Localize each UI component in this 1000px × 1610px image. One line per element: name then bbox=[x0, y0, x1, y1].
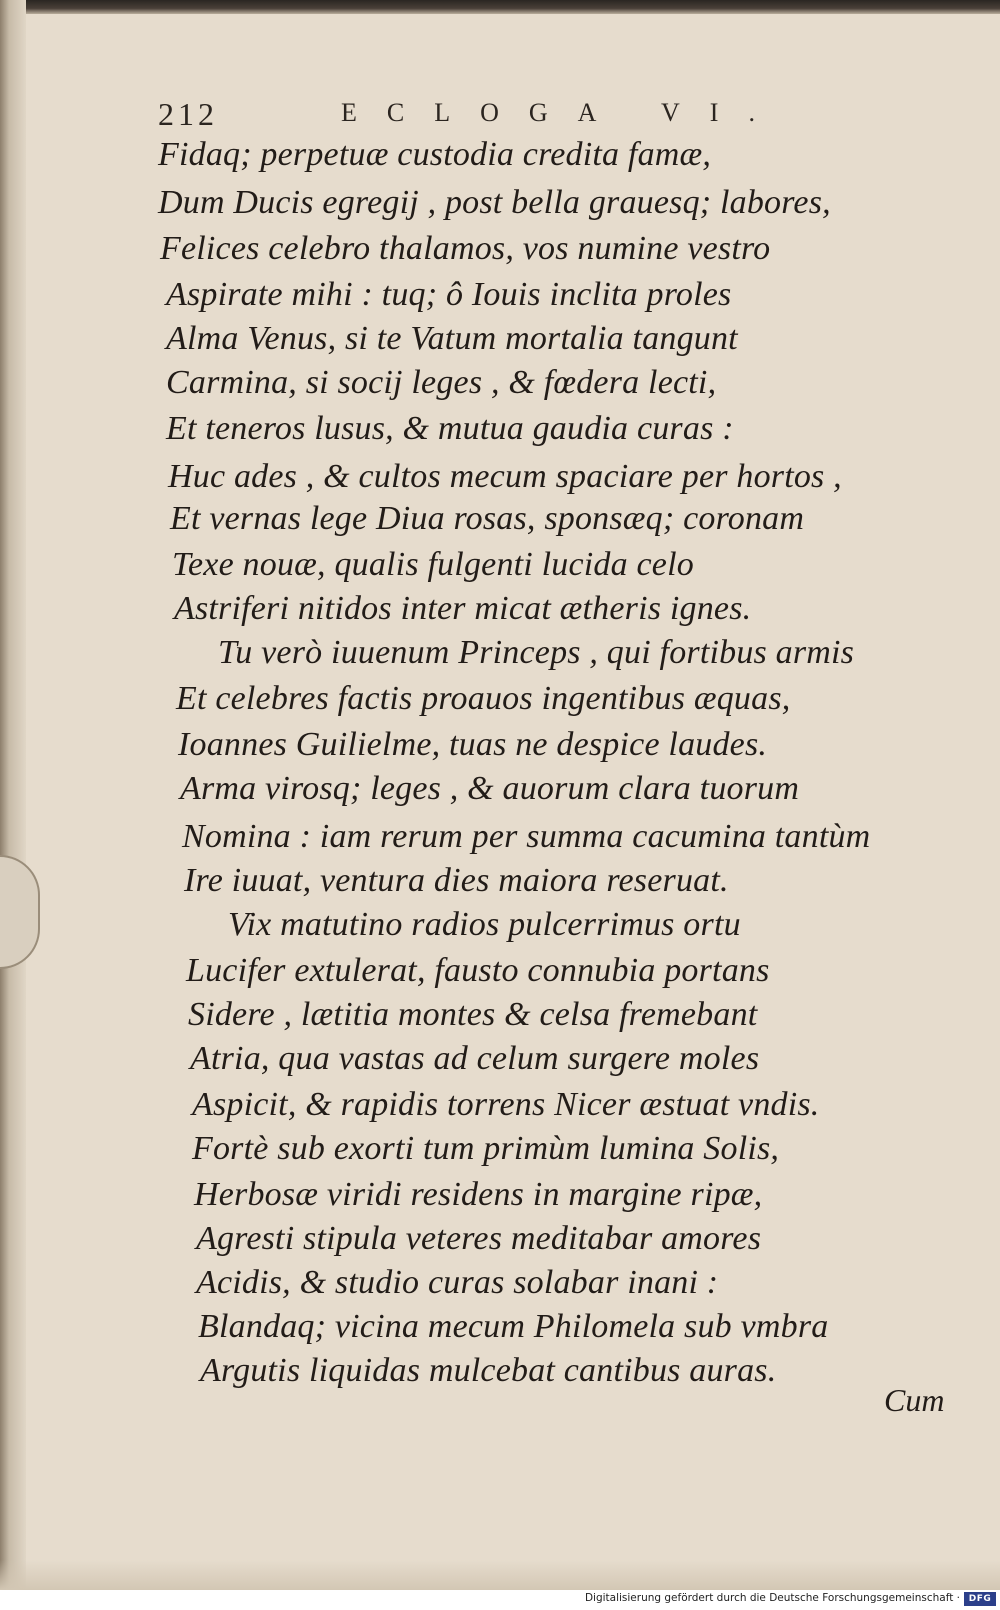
verse-line: Alma Venus, si te Vatum mortalia tangunt bbox=[166, 320, 738, 357]
page-top-edge bbox=[0, 0, 1000, 14]
verse-line: Vix matutino radios pulcerrimus ortu bbox=[228, 906, 741, 943]
verse-line: Ire iuuat, ventura dies maiora reseruat. bbox=[184, 862, 729, 899]
verse-line: Huc ades , & cultos mecum spaciare per hortos , bbox=[168, 458, 842, 495]
verse-line: Agresti stipula veteres meditabar amores bbox=[196, 1220, 762, 1257]
running-head bbox=[158, 96, 798, 136]
catchword: Cum bbox=[884, 1382, 945, 1418]
verse-line: Fidaq; perpetuæ custodia credita famæ, bbox=[158, 136, 712, 173]
verse-line: Aspirate mihi : tuq; ô Iouis inclita proles bbox=[166, 276, 732, 313]
verse-line: Atria, qua vastas ad celum surgere moles bbox=[190, 1040, 760, 1077]
digitization-footer bbox=[0, 1590, 1000, 1610]
verse-line: Arma virosq; leges , & auorum clara tuorum bbox=[180, 770, 800, 807]
verse-line: Texe nouæ, qualis fulgenti lucida celo bbox=[172, 546, 694, 583]
verse-line: Carmina, si socij leges , & fœdera lecti, bbox=[166, 364, 717, 401]
binding-clasp bbox=[0, 855, 40, 969]
verse-line: Argutis liquidas mulcebat cantibus auras. bbox=[200, 1352, 777, 1389]
verse-line: Nomina : iam rerum per summa cacumina tantùm bbox=[182, 818, 871, 855]
verse-line: Ioannes Guilielme, tuas ne despice laudes. bbox=[178, 726, 768, 763]
verse-line: Lucifer extulerat, fausto connubia portans bbox=[186, 952, 770, 989]
verse-line: Et teneros lusus, & mutua gaudia curas : bbox=[166, 410, 734, 447]
binding-gutter bbox=[0, 0, 26, 1590]
verse-line: Felices celebro thalamos, vos numine vestro bbox=[160, 230, 771, 267]
running-title: ECLOGA VI. bbox=[341, 98, 785, 127]
page-bottom-edge bbox=[0, 1560, 1000, 1590]
verse-line: Herbosæ viridi residens in margine ripæ, bbox=[194, 1176, 763, 1213]
verse-line: Dum Ducis egregij , post bella grauesq; labores, bbox=[158, 184, 831, 221]
verse-line: Blandaq; vicina mecum Philomela sub vmbra bbox=[198, 1308, 829, 1345]
verse-line: Tu verò iuuenum Princeps , qui fortibus armis bbox=[218, 634, 855, 671]
verse-line: Et vernas lege Diua rosas, sponsæq; coronam bbox=[170, 500, 805, 537]
verse-line: Aspicit, & rapidis torrens Nicer æstuat vndis. bbox=[192, 1086, 820, 1123]
verse-line: Astriferi nitidos inter micat ætheris ignes. bbox=[174, 590, 752, 627]
page-number: 212 bbox=[158, 96, 218, 132]
verse-line: Et celebres factis proauos ingentibus æquas, bbox=[176, 680, 791, 717]
verse-line: Fortè sub exorti tum primùm lumina Solis, bbox=[192, 1130, 780, 1167]
dfg-logo-icon: DFG bbox=[964, 1592, 996, 1606]
funding-credit: Digitalisierung gefördert durch die Deutsche Forschungsgemeinschaft · bbox=[584, 1592, 960, 1604]
verse-line: Sidere , lætitia montes & celsa fremebant bbox=[188, 996, 758, 1033]
verse-line: Acidis, & studio curas solabar inani : bbox=[196, 1264, 719, 1301]
